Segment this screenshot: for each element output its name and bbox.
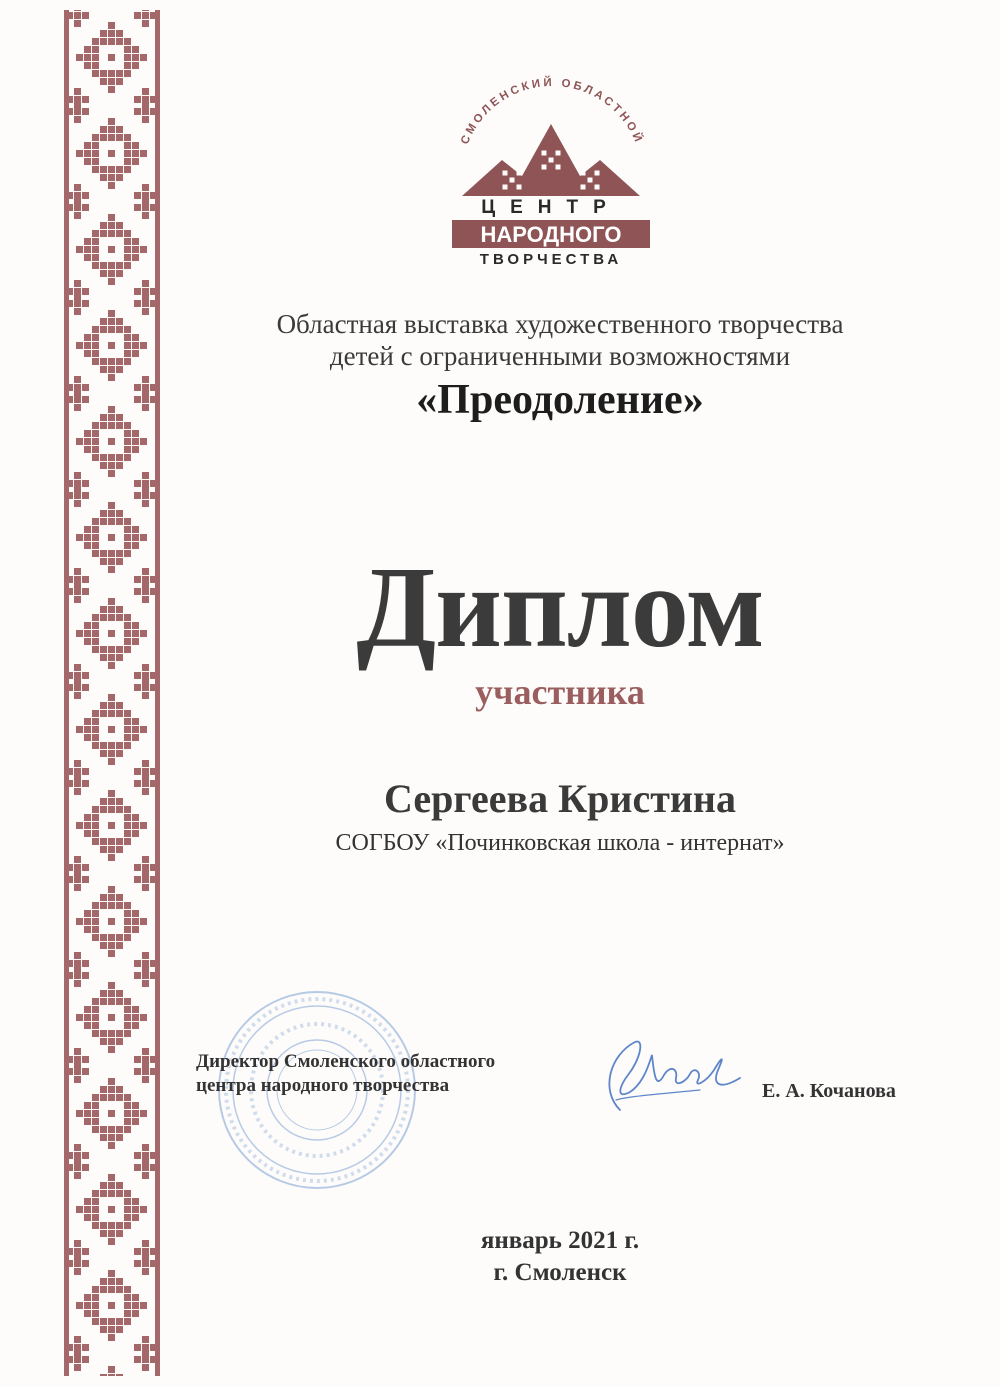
logo-arc-text: СМОЛЕНСКИЙ ОБЛАСТНОЙ — [459, 76, 645, 147]
issue-city: г. Смоленск — [493, 1259, 627, 1286]
logo — [440, 64, 662, 270]
recipient-name: Сергеева Кристина — [384, 776, 736, 821]
event-title — [180, 308, 940, 372]
event-title-line-2: детей с ограниченными возможностями — [329, 341, 791, 371]
logo-line-3: ТВОРЧЕСТВА — [479, 251, 623, 268]
ornament-border — [64, 10, 160, 1376]
handwritten-signature — [590, 1030, 750, 1120]
diploma-subtitle: участника — [475, 672, 645, 712]
diploma-title: Диплом — [356, 544, 764, 672]
logo-line-2: НАРОДНОГО — [480, 222, 622, 247]
logo-line-1: ЦЕНТР — [481, 197, 621, 218]
director-position-line-2: центра народного творчества — [196, 1075, 450, 1096]
director-position — [196, 1050, 495, 1098]
event-title-line-1: Областная выставка художественного творчества — [276, 309, 844, 339]
recipient-organization: СОГБОУ «Починковская школа - интернат» — [335, 830, 785, 856]
event-name: «Преодоление» — [416, 377, 704, 423]
issue-date: январь 2021 г. — [480, 1227, 640, 1254]
director-position-line-1: Директор Смоленского областного — [196, 1051, 496, 1072]
signer-name: Е. А. Кочанова — [762, 1080, 896, 1102]
